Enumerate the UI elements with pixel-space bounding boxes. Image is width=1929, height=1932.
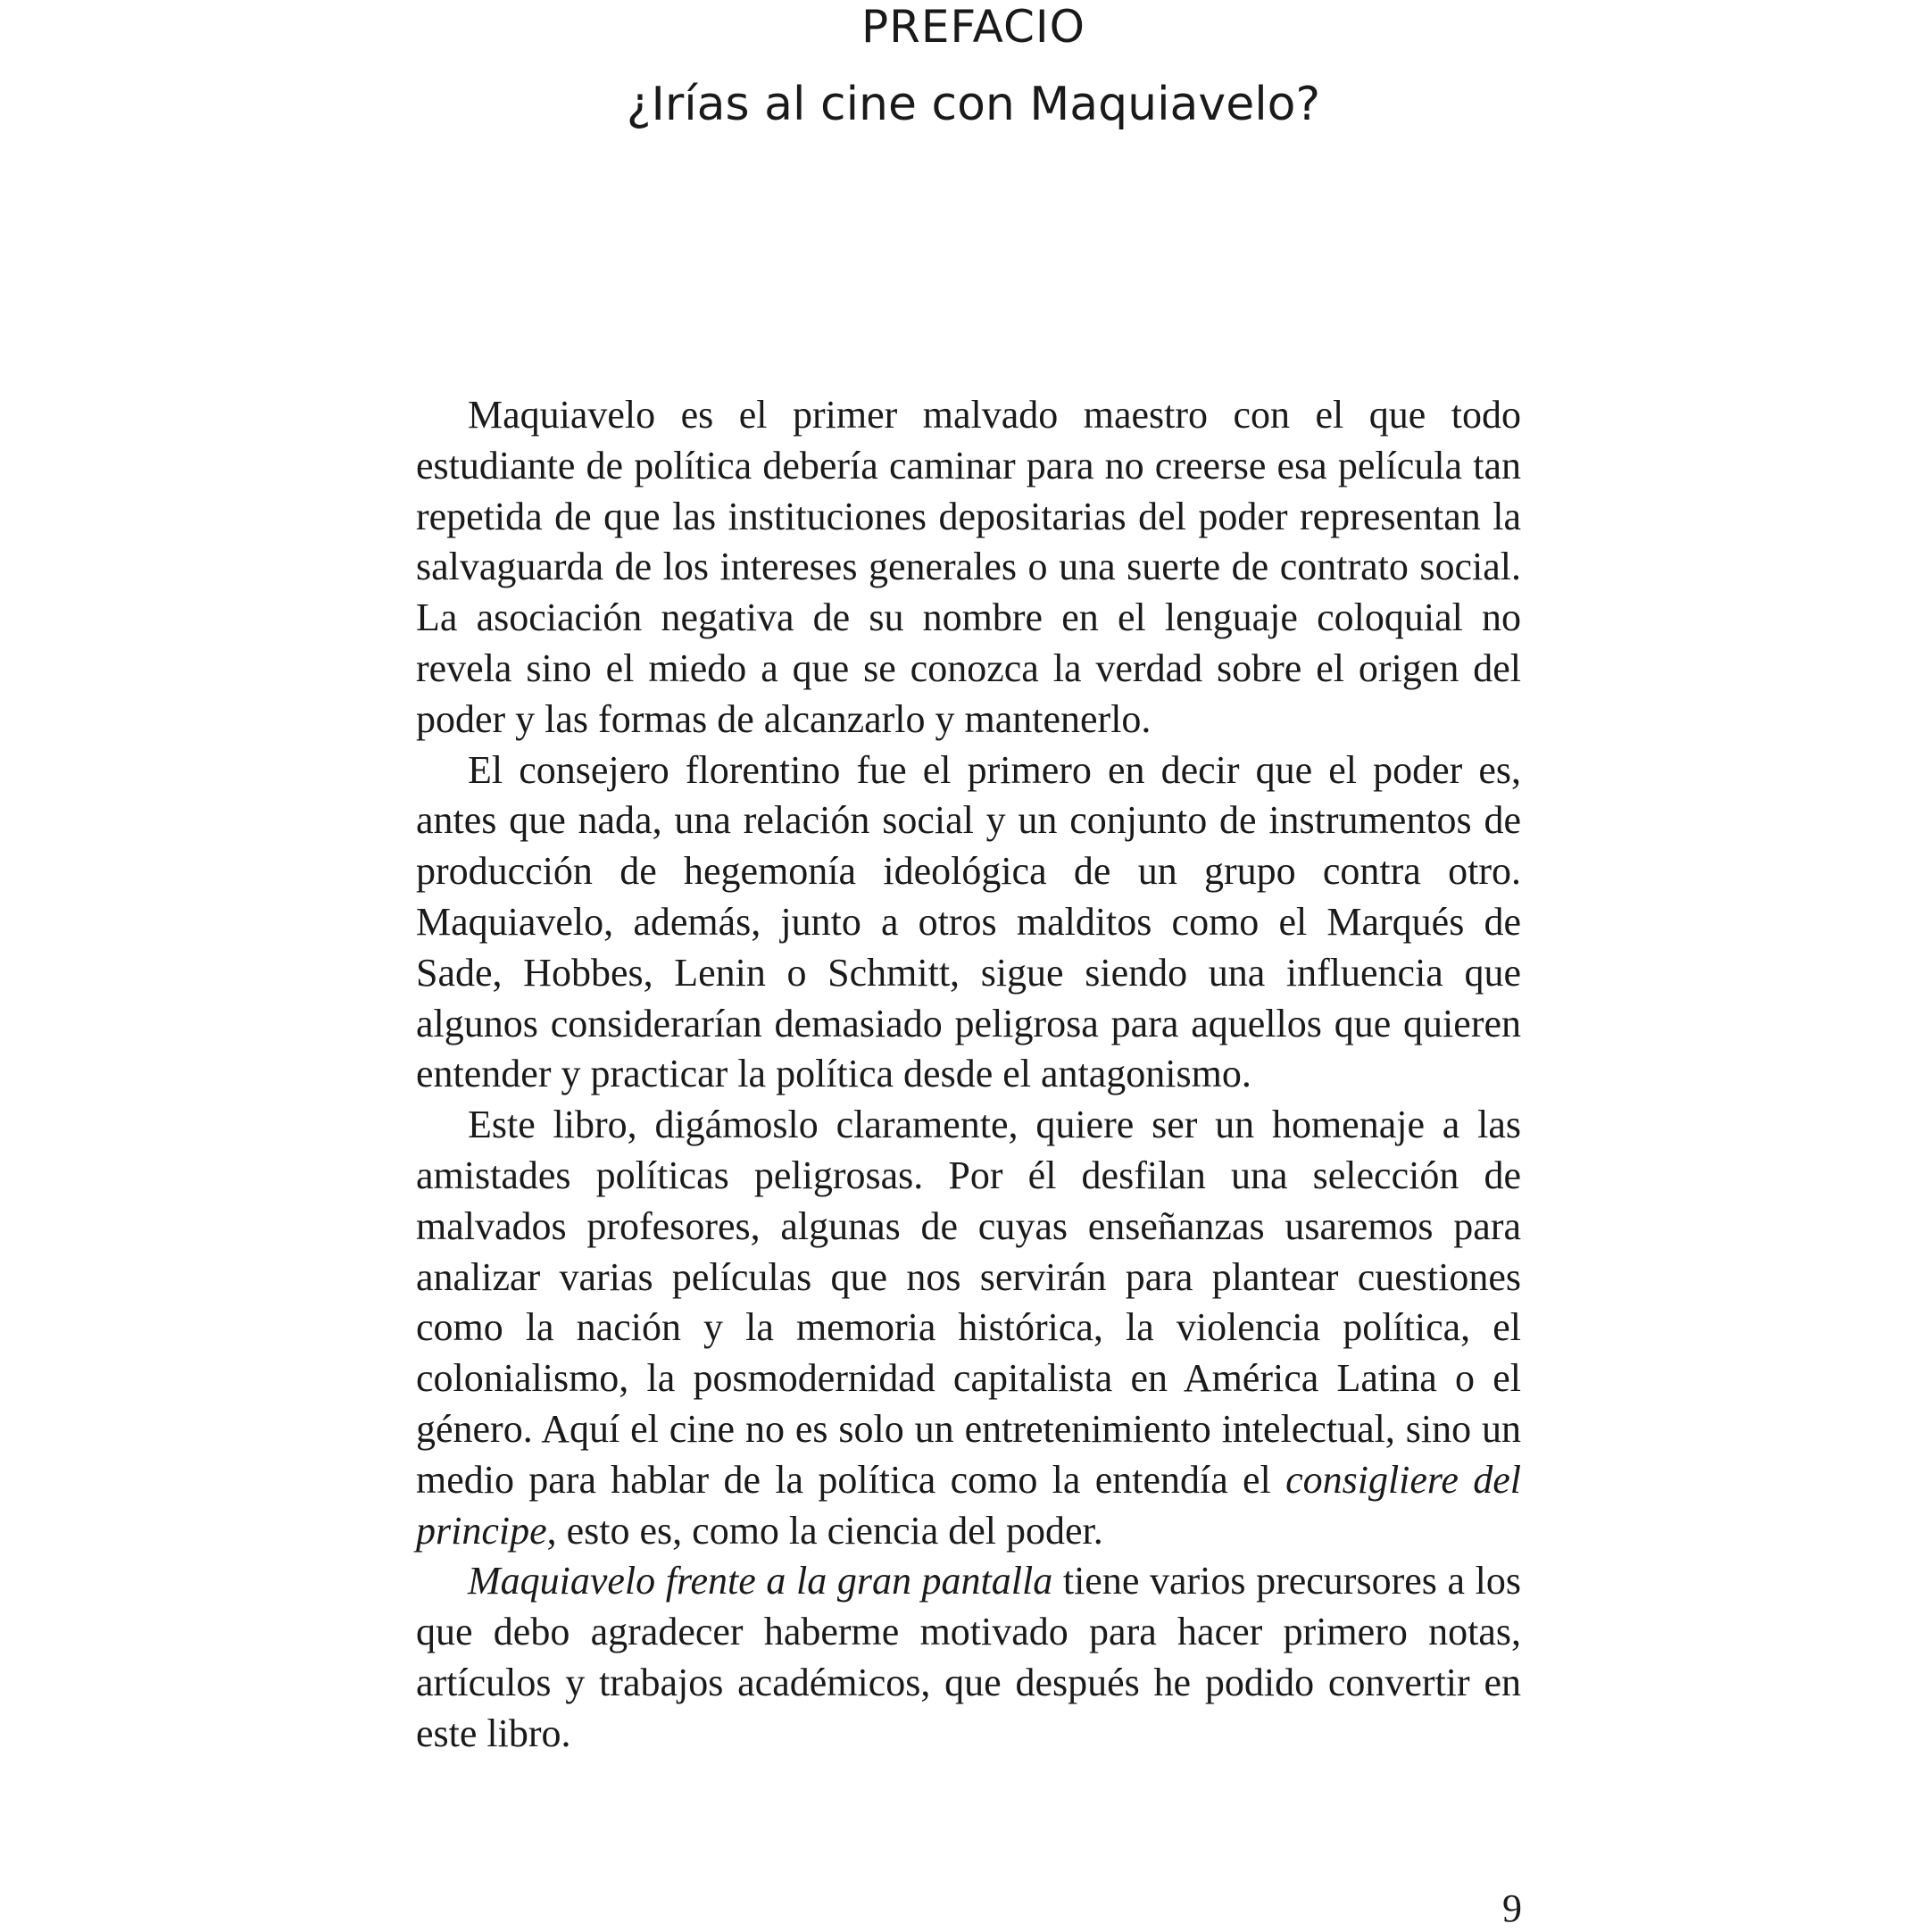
paragraph-2	[416, 745, 1521, 1101]
paragraph-3	[416, 1100, 1521, 1556]
paragraph-3-italic: consigliere del principe	[416, 1457, 1521, 1553]
paragraph-4-italic: Maquiavelo frente a la gran pantalla	[468, 1559, 1053, 1603]
body-text	[416, 390, 1521, 1760]
page-number: 9	[1502, 1886, 1522, 1930]
paragraph-1-text: Maquiavelo es el primer malvado maestro con el que todo estudiante de política debería caminar para no creerse esa película tan repetida de que las instituciones depositarias del poder representan la salvaguarda de los intereses generales o una suerte de contrato social. La asociación negativa de su nombre en el lenguaje coloquial no revela sino el miedo a que se conozca la verdad sobre el origen del poder y las formas de alcanzarlo y mantenerlo.	[416, 393, 1521, 741]
paragraph-3-text-end: , esto es, como la ciencia del poder.	[546, 1508, 1103, 1553]
paragraph-2-text: El consejero florentino fue el primero en decir que el poder es, antes que nada, una relación social y un conjunto de instrumentos de producción de hegemonía ideológica de un grupo contra otro. Maquiavelo, además, junto a otros malditos como el Marqués de Sade, Hobbes, Lenin o Schmitt, sigue siendo una influencia que algunos considerarían demasiado peligrosa para aquellos que quieren entender y practicar la política desde el antagonismo.	[416, 747, 1521, 1096]
chapter-label: PREFACIO	[861, 1, 1085, 53]
chapter-title: ¿Irías al cine con Maquiavelo?	[626, 78, 1321, 131]
paragraph-4	[416, 1556, 1521, 1759]
paragraph-4-text: tiene varios precursores a los que debo agradecer haberme motivado para hacer primero notas, artículos y trabajos académicos, que después he podido convertir en este libro.	[416, 1559, 1521, 1755]
paragraph-3-text: Este libro, digámoslo claramente, quiere ser un homenaje a las amistades políticas peligrosas. Por él desfilan una selección de malvados profesores, algunas de cuyas enseñanzas usaremos para analizar varias películas que nos servirán para plantear cuestiones como la nación y la memoria histórica, la violencia política, el colonialismo, la posmodernidad capitalista en América Latina o el género. Aquí el cine no es solo un entretenimiento intelectual, sino un medio para hablar de la política como la entendía el	[416, 1103, 1521, 1502]
paragraph-1	[416, 390, 1521, 745]
